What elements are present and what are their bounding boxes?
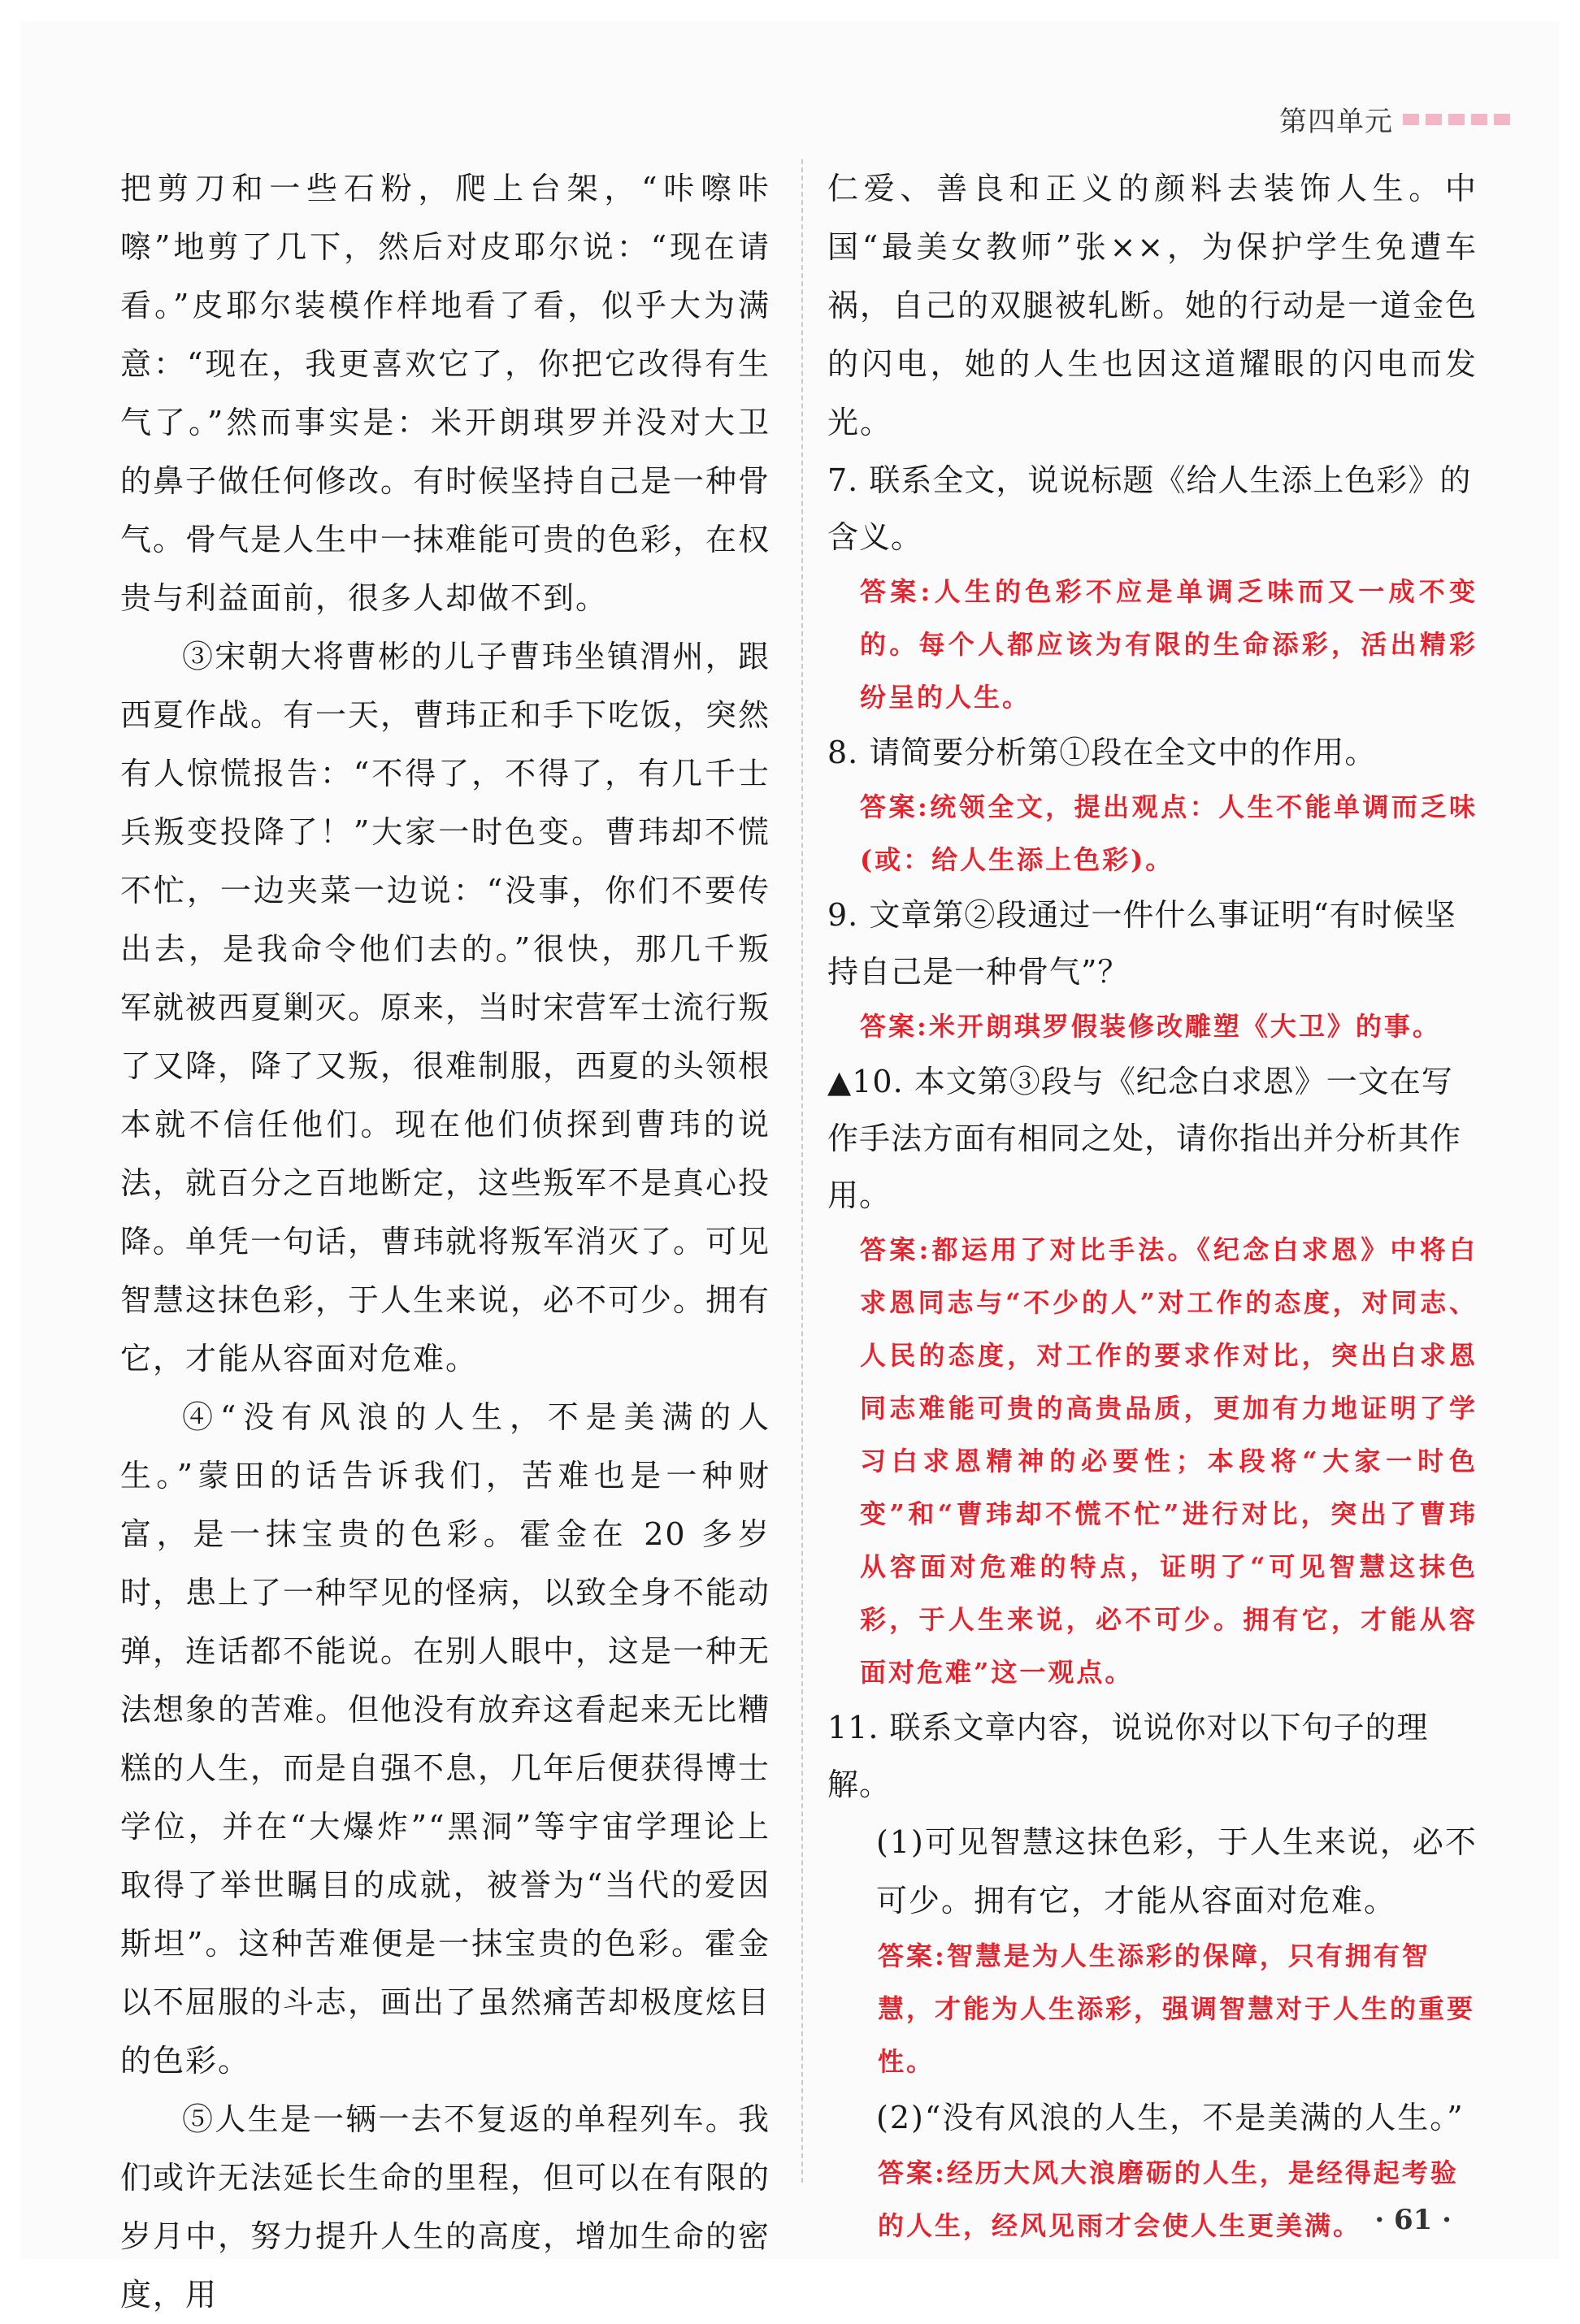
answer-8 xyxy=(827,781,1478,887)
question-8: 8. 请简要分析第①段在全文中的作用。 xyxy=(827,735,1377,770)
question-9: 9. 文章第②段通过一件什么事证明“有时候坚持自己是一种骨气”？ xyxy=(827,897,1456,990)
page xyxy=(21,21,1559,2313)
unit-label: 第四单元 xyxy=(1279,106,1393,138)
left-column xyxy=(120,159,770,2324)
paragraph-5: ⑤人生是一辆一去不复返的单程列车。我们或许无法延长生命的里程，但可以在有限的岁月中，努力提升人生的高度，增加生命的密度，用 xyxy=(120,2101,771,2313)
paragraph-5-continued: 仁爱、善良和正义的颜料去装饰人生。中国“最美女教师”张××，为保护学生免遭车祸，自己的双腿被轧断。她的行动是一道金色的闪电，她的人生也因这道耀眼的闪电而发光。 xyxy=(827,171,1478,440)
answer-tag: 答案: xyxy=(860,1011,929,1042)
paragraph-4: ④“没有风浪的人生，不是美满的人生。”蒙田的话告诉我们，苦难也是一种财富，是一抹宝贵的色彩。霍金在 20 多岁时，患上了一种罕见的怪病，以致全身不能动弹，连话都不能说。在别人眼中，这是一种无法想象的苦难。但他没有放弃这看起来无比糟糕的人生，而是自强不息，几年后便获得博士学位，并在“大爆炸”“黑洞”等宇宙学理论上取得了举世瞩目的成就，被誉为“当代的爱因斯坦”。这种苦难便是一抹宝贵的色彩。霍金以不屈服的斗志，画出了虽然痛苦却极度炫目的色彩。 xyxy=(120,1399,771,2079)
decor-block xyxy=(1471,114,1487,125)
question-11: 11. 联系文章内容，说说你对以下句子的理解。 xyxy=(827,1710,1429,1802)
answer-10-text: 都运用了对比手法。《纪念白求恩》中将白求恩同志与“不少的人”对工作的态度，对同志、人民的态度，对工作的要求作对比，突出白求恩同志难能可贵的高贵品质，更加有力地证明了学习白求恩精神的必要性；本段将“大家一时色变”和“曹玮却不慌不忙”进行对比，突出了曹玮从容面对危难的特点，证明了“可见智慧这抹色彩，于人生来说，必不可少。拥有它，才能从容面对危难”这一观点。 xyxy=(860,1234,1478,1688)
answer-9 xyxy=(827,1000,1478,1053)
decor-block xyxy=(1448,114,1465,125)
page-header xyxy=(1279,99,1510,139)
decor-block xyxy=(1426,114,1442,125)
question-10: ▲10. 本文第③段与《纪念白求恩》一文在写作手法方面有相同之处，请你指出并分析其作用。 xyxy=(827,1064,1462,1213)
answer-11-2-text: 经历大风大浪磨砺的人生，是经得起考验的人生，经风见雨才会使人生更美满。 xyxy=(878,2157,1459,2241)
right-column xyxy=(827,159,1478,2252)
answer-10 xyxy=(827,1224,1478,1699)
header-decoration xyxy=(1403,114,1510,125)
paragraph-3: ③宋朝大将曹彬的儿子曹玮坐镇渭州，跟西夏作战。有一天，曹玮正和手下吃饭，突然有人惊慌报告：“不得了，不得了，有几千士兵叛变投降了！”大家一时色变。曹玮却不慌不忙，一边夹菜一边说：“没事，你们不要传出去，是我命令他们去的。”很快，那几千叛军就被西夏剿灭。原来，当时宋营军士流行叛了又降，降了又叛，很难制服，西夏的头领根本就不信任他们。现在他们侦探到曹玮的说法，就百分之百地断定，这些叛军不是真心投降。单凭一句话，曹玮就将叛军消灭了。可见智慧这抹色彩，于人生来说，必不可少。拥有它，才能从容面对危难。 xyxy=(120,639,771,1377)
decor-block xyxy=(1494,114,1510,125)
question-11-part-2: (2)“没有风浪的人生，不是美满的人生。” xyxy=(876,2100,1465,2135)
answer-tag: 答案: xyxy=(860,1234,931,1265)
answer-tag: 答案: xyxy=(878,2157,947,2188)
column-divider xyxy=(801,159,803,2183)
answer-9-text: 米开朗琪罗假装修改雕塑《大卫》的事。 xyxy=(928,1011,1441,1042)
answer-8-text: 统领全文，提出观点：人生不能单调而乏味(或：给人生添上色彩)。 xyxy=(860,791,1478,875)
answer-11-1-text: 智慧是为人生添彩的保障，只有拥有智慧，才能为人生添彩，强调智慧对于人生的重要性。 xyxy=(878,1940,1476,2077)
answer-tag: 答案: xyxy=(860,576,933,607)
decor-block xyxy=(1403,114,1419,125)
answer-7 xyxy=(827,566,1478,724)
answer-tag: 答案: xyxy=(878,1940,947,1971)
answer-7-text: 人生的色彩不应是单调乏味而又一成不变的。每个人都应该为有限的生命添彩，活出精彩纷呈的人生。 xyxy=(860,576,1478,713)
answer-11-part-1 xyxy=(827,1930,1478,2088)
answer-tag: 答案: xyxy=(860,791,930,822)
question-11-part-1: (1)可见智慧这抹色彩，于人生来说，必不可少。拥有它，才能从容面对危难。 xyxy=(876,1824,1478,1919)
answer-11-part-2 xyxy=(827,2147,1478,2252)
page-number: · 61 · xyxy=(1374,2204,1452,2236)
question-7: 7. 联系全文，说说标题《给人生添上色彩》的含义。 xyxy=(827,462,1472,555)
paragraph-2-tail: 把剪刀和一些石粉，爬上台架，“咔嚓咔嚓”地剪了几下，然后对皮耶尔说：“现在请看。”皮耶尔装模作样地看了看，似乎大为满意：“现在，我更喜欢它了，你把它改得有生气了。”然而事实是：米开朗琪罗并没对大卫的鼻子做任何修改。有时候坚持自己是一种骨气。骨气是人生中一抹难能可贵的色彩，在权贵与利益面前，很多人却做不到。 xyxy=(120,171,771,616)
